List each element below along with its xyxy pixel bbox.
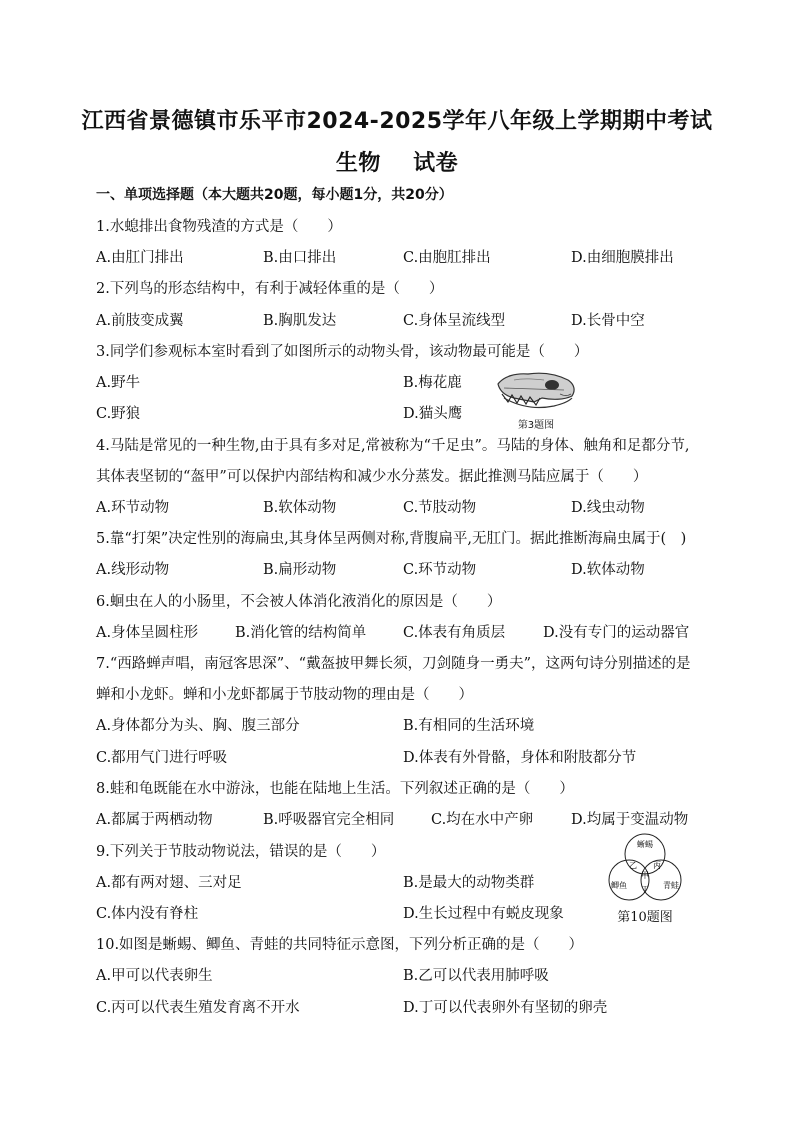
- q4-option-a: A.环节动物: [96, 500, 170, 516]
- q1-option-d: D.由细胞膜排出: [571, 250, 674, 266]
- q5-option-d: D.软体动物: [571, 562, 645, 578]
- q10-option-c: C.丙可以代表生殖发育离不开水: [96, 1000, 300, 1016]
- venn-figure: [597, 832, 693, 924]
- question-5-stem: 5.靠“打架”决定性别的海扁虫,其身体呈两侧对称,背腹扁平,无肛门。据此推断海扁虫属于( ): [96, 531, 687, 547]
- q2-option-c: C.身体呈流线型: [403, 313, 506, 329]
- question-4-stem-line-1: 4.马陆是常见的一种生物,由于具有多对足,常被称为“千足虫”。马陆的身体、触角和足都分节,: [96, 438, 690, 454]
- q8-option-a: A.都属于两栖动物: [96, 812, 213, 828]
- question-6-stem: 6.蛔虫在人的小肠里，不会被人体消化液消化的原因是（ ）: [96, 594, 502, 610]
- q9-option-b: B.是最大的动物类群: [403, 875, 535, 891]
- q1-option-b: B.由口排出: [263, 250, 337, 266]
- q2-option-a: A.前肢变成翼: [96, 313, 184, 329]
- q9-option-a: A.都有两对翅、三对足: [96, 875, 242, 891]
- q8-option-d: D.均属于变温动物: [571, 812, 689, 828]
- q8-option-c: C.均在水中产卵: [431, 812, 534, 828]
- question-10-stem: 10.如图是蜥蜴、鲫鱼、青蛙的共同特征示意图，下列分析正确的是（ ）: [96, 937, 584, 953]
- question-4-stem-line-2: 其体表坚韧的“盔甲”可以保护内部结构和减少水分蒸发。据此推测马陆应属于（ ）: [96, 469, 648, 485]
- q6-option-c: C.体表有角质层: [403, 625, 506, 641]
- q6-option-a: A.身体呈圆柱形: [96, 625, 199, 641]
- q7-option-a: A.身体都分为头、胸、腹三部分: [96, 718, 300, 734]
- q5-option-a: A.线形动物: [96, 562, 170, 578]
- q3-option-c: C.野狼: [96, 406, 141, 422]
- section-heading: 一、单项选择题（本大题共20题，每小题1分，共20分）: [96, 187, 453, 203]
- question-2-stem: 2.下列鸟的形态结构中，有利于减轻体重的是（ ）: [96, 281, 444, 297]
- question-3-stem: 3.同学们参观标本室时看到了如图所示的动物头骨，该动物最可能是（ ）: [96, 344, 589, 360]
- q6-option-d: D.没有专门的运动器官: [543, 625, 690, 641]
- q3-option-b: B.梅花鹿: [403, 375, 462, 391]
- q5-option-c: C.环节动物: [403, 562, 477, 578]
- q9-option-c: C.体内没有脊柱: [96, 906, 199, 922]
- q3-option-d: D.猫头鹰: [403, 406, 463, 422]
- venn-region-bing: 丙: [653, 861, 661, 870]
- q1-option-a: A.由肛门排出: [96, 250, 184, 266]
- question-7-stem-line-2: 蝉和小龙虾。蝉和小龙虾都属于节肢动物的理由是（ ）: [96, 687, 473, 703]
- figure-10-caption: 第10题图: [617, 910, 673, 925]
- question-7-stem-line-1: 7.“西路蝉声唱，南冠客思深”、“戴盔披甲舞长须，刀剑随身一勇夫”，这两句诗分别描述的是: [96, 656, 691, 672]
- q1-option-c: C.由胞肛排出: [403, 250, 491, 266]
- question-1-stem: 1.水螅排出食物残渣的方式是（ ）: [96, 219, 342, 235]
- q10-option-b: B.乙可以代表用肺呼吸: [403, 968, 549, 984]
- skull-figure: [494, 368, 578, 431]
- figure-3-caption: 第3题图: [517, 420, 555, 431]
- venn-label-right: 青蛙: [663, 881, 679, 890]
- venn-label-left: 鲫鱼: [611, 881, 627, 890]
- document-title: 江西省景德镇市乐平市2024-2025学年八年级上学期期中考试: [81, 109, 713, 134]
- q2-option-b: B.胸肌发达: [263, 313, 337, 329]
- venn-region-yi: 乙: [629, 861, 637, 870]
- question-9-stem: 9.下列关于节肢动物说法，错误的是（ ）: [96, 844, 386, 860]
- document-subtitle: 生物 试卷: [335, 151, 459, 176]
- q6-option-b: B.消化管的结构简单: [235, 625, 367, 641]
- venn-region-ding: 丁: [641, 885, 649, 894]
- q7-option-b: B.有相同的生活环境: [403, 718, 535, 734]
- venn-label-top: 蜥蜴: [637, 840, 653, 849]
- q2-option-d: D.长骨中空: [571, 313, 645, 329]
- question-8-stem: 8.蛙和龟既能在水中游泳，也能在陆地上生活。下列叙述正确的是（ ）: [96, 781, 574, 797]
- q10-option-d: D.丁可以代表卵外有坚韧的卵壳: [403, 1000, 608, 1016]
- q8-option-b: B.呼吸器官完全相同: [263, 812, 395, 828]
- q4-option-c: C.节肢动物: [403, 500, 477, 516]
- venn-diagram: [597, 832, 693, 906]
- q9-option-d: D.生长过程中有蜕皮现象: [403, 906, 564, 922]
- q7-option-c: C.都用气门进行呼吸: [96, 750, 228, 766]
- venn-region-jia: 甲: [641, 871, 649, 880]
- q4-option-d: D.线虫动物: [571, 500, 645, 516]
- q10-option-a: A.甲可以代表卵生: [96, 968, 213, 984]
- q7-option-d: D.体表有外骨骼，身体和附肢都分节: [403, 750, 637, 766]
- q3-option-a: A.野牛: [96, 375, 141, 391]
- q5-option-b: B.扁形动物: [263, 562, 337, 578]
- animal-skull-illustration: [494, 368, 578, 414]
- q4-option-b: B.软体动物: [263, 500, 337, 516]
